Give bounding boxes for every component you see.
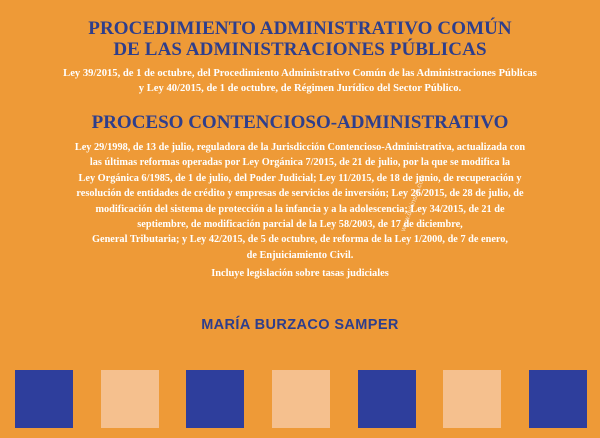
- blue-decorative-square: [529, 370, 587, 428]
- subtitle-line-2: y Ley 40/2015, de 1 de octubre, de Régimen Jurídico del Sector Público.: [138, 83, 462, 94]
- subtitle-leyes-39-40: [0, 66, 600, 96]
- title-procedimiento: [0, 18, 600, 60]
- description-line: modificación del sistema de protección a la infancia y a la adolescencia; Ley 34/2015, de 21 de: [95, 203, 505, 215]
- watermark-text: www.dykinson.com: [400, 174, 427, 233]
- blue-decorative-square: [15, 370, 73, 428]
- title-line-1: PROCEDIMIENTO ADMINISTRATIVO COMÚN: [88, 18, 512, 39]
- description-line: General Tributaria; y Ley 42/2015, de 5 de octubre, de reforma de la Ley 1/2000, de 7 de enero,: [91, 234, 509, 246]
- blue-decorative-square: [186, 370, 244, 428]
- author-name: MARÍA BURZACO SAMPER: [201, 317, 399, 333]
- subtitle-line-1: Ley 39/2015, de 1 de octubre, del Procedimiento Administrativo Común de las Administraciones Públicas: [63, 68, 537, 79]
- peach-decorative-square: [101, 370, 159, 428]
- peach-decorative-square: [443, 370, 501, 428]
- title-proceso-contencioso: PROCESO CONTENCIOSO-ADMINISTRATIVO: [91, 112, 509, 133]
- blue-decorative-square: [358, 370, 416, 428]
- description-line: Ley Orgánica 6/1985, de 1 de julio, del Poder Judicial; Ley 11/2015, de 18 de junio, de recuperación y: [78, 172, 522, 184]
- description-ley-29-1998: [14, 140, 586, 263]
- description-line: las últimas reformas operadas por Ley Orgánica 7/2015, de 21 de julio, por la que se modifica la: [89, 157, 511, 169]
- decorative-squares-row: [0, 370, 600, 430]
- description-line: Ley 29/1998, de 13 de julio, reguladora de la Jurisdicción Contencioso-Administrativa, actualizada con: [74, 142, 526, 153]
- description-line: septiembre, de modificación parcial de la Ley 58/2003, de 17 de diciembre,: [137, 219, 463, 231]
- description-line: resolución de entidades de crédito y empresas de servicios de inversión; Ley 26/2015, de 28 de julio, de: [76, 188, 524, 200]
- peach-decorative-square: [272, 370, 330, 428]
- note-tasas-judiciales: Incluye legislación sobre tasas judiciales: [211, 268, 389, 279]
- title-line-2: DE LAS ADMINISTRACIONES PÚBLICAS: [113, 39, 487, 60]
- description-line: de Enjuiciamiento Civil.: [246, 249, 354, 261]
